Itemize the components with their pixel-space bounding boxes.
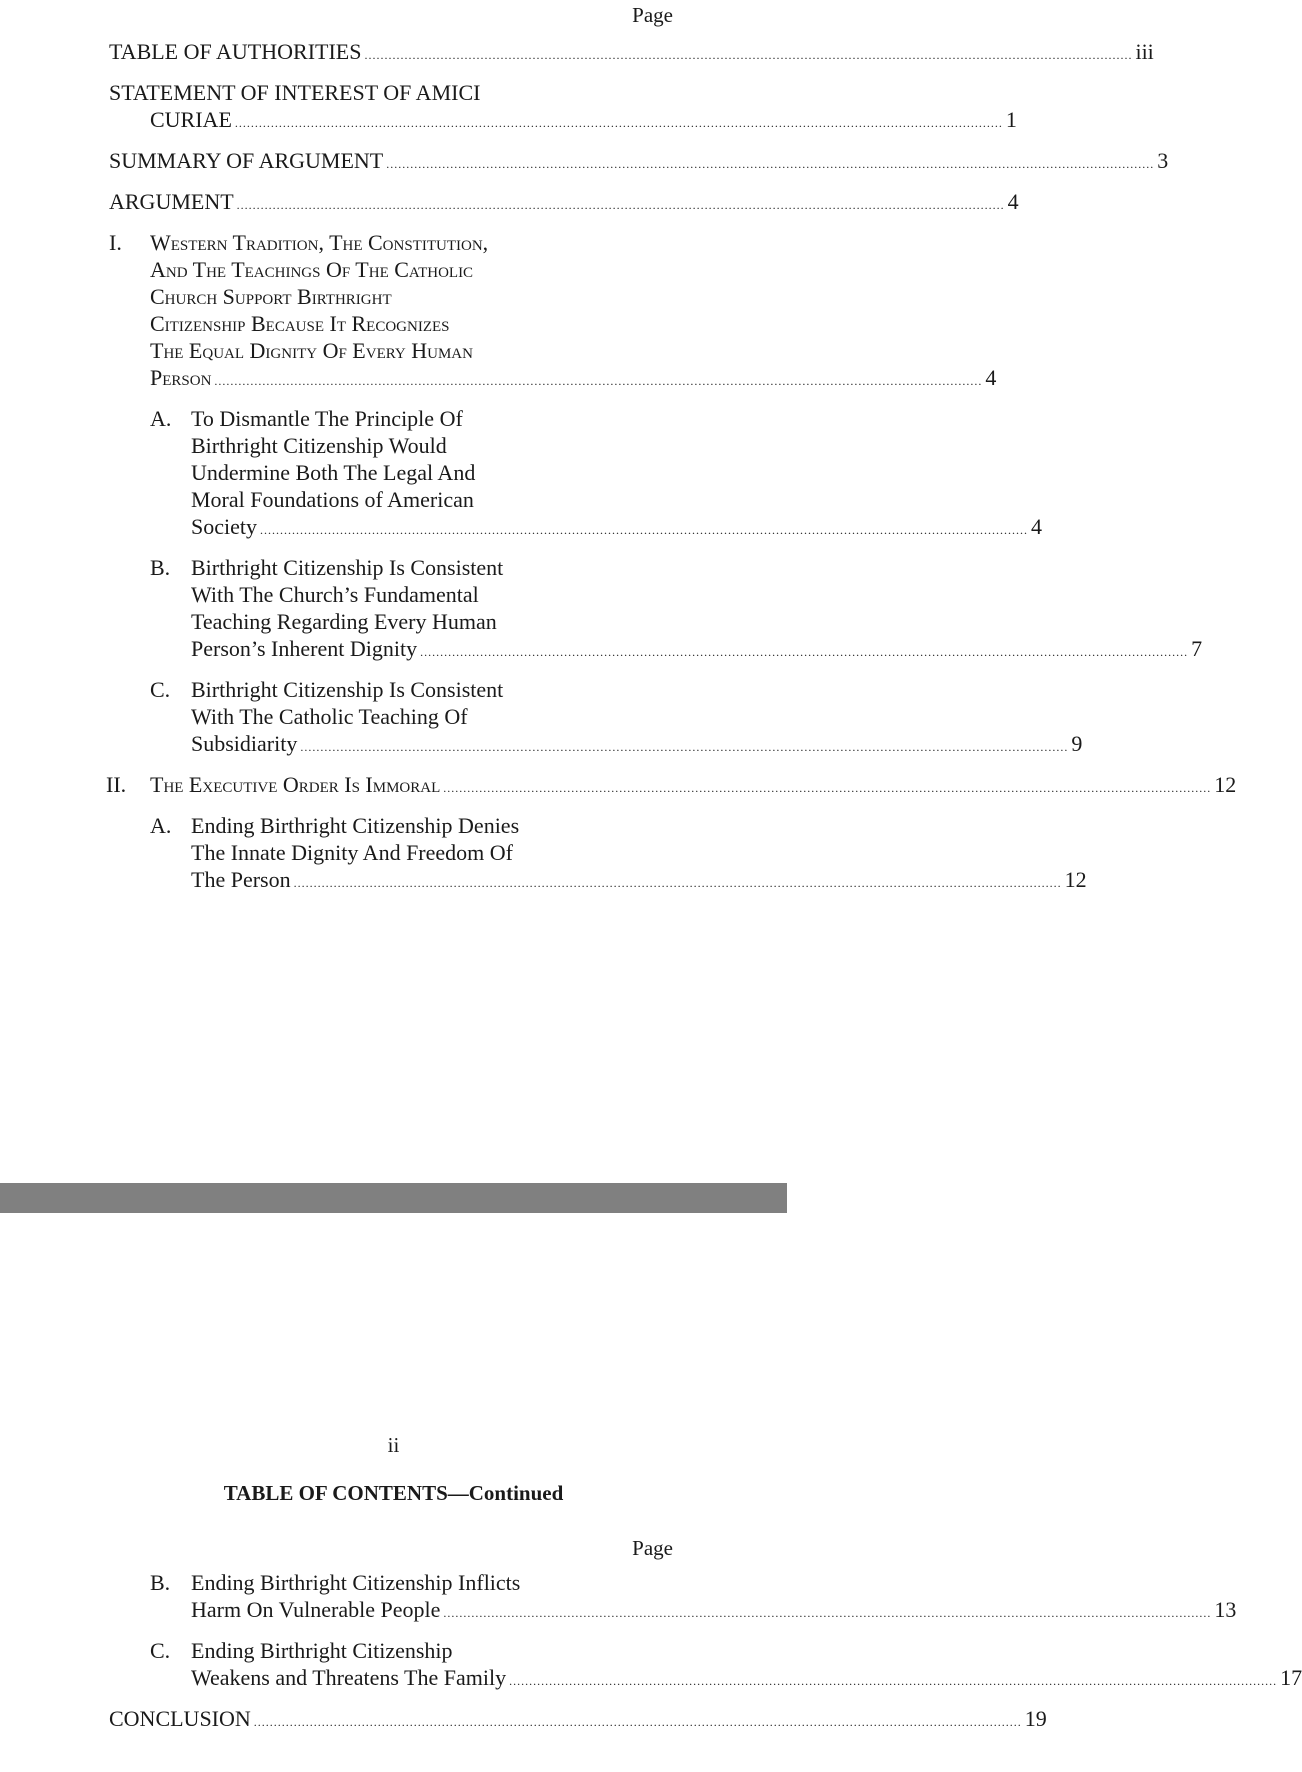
toc-entry-summary-of-argument[interactable] — [109, 147, 1169, 178]
toc-entry-title-cont: Teaching Regarding Every Human — [191, 609, 497, 634]
toc-entry-section-i-c[interactable] — [109, 676, 1083, 761]
toc-entry-numeral: I. — [109, 230, 122, 255]
toc-entry-page: iii — [1135, 39, 1154, 64]
toc-entry-title-cont: Subsidiarity — [191, 731, 298, 756]
toc-entry-title: SUMMARY OF ARGUMENT — [109, 148, 384, 173]
toc-entry-title-cont: Person’s Inherent Dignity — [191, 636, 418, 661]
leader-dots — [214, 368, 982, 395]
toc-entry-title: Western Tradition, The Constitution, — [150, 230, 489, 255]
toc-entry-page: 7 — [1191, 636, 1203, 661]
leader-dots — [509, 1668, 1277, 1695]
toc-entry-title: Ending Birthright Citizenship Denies — [191, 813, 520, 838]
toc-entry-page: 3 — [1157, 148, 1169, 173]
toc-entry-title-cont: Birthright Citizenship Would — [191, 433, 447, 458]
toc-entry-title: Birthright Citizenship Is Consistent — [191, 555, 504, 580]
leader-dots — [237, 192, 1005, 219]
toc-entry-page: 13 — [1214, 1597, 1237, 1622]
toc-entry-title: STATEMENT OF INTEREST OF AMICI — [109, 80, 481, 105]
page-number: ii — [387, 1433, 400, 1457]
toc-entry-title-cont: Society — [191, 514, 257, 539]
toc-entry-page: 4 — [985, 365, 997, 390]
toc-entry-page: 12 — [1214, 772, 1237, 797]
toc-entry-section-i[interactable] — [109, 229, 997, 395]
toc-entry-title-cont: Person — [150, 365, 212, 390]
toc-entry-title: Ending Birthright Citizenship Inflicts — [191, 1570, 521, 1595]
toc-entry-argument[interactable] — [109, 188, 1019, 219]
toc-entry-title: Birthright Citizenship Is Consistent — [191, 677, 504, 702]
toc-entry-letter: B. — [150, 1570, 171, 1595]
toc-entry-title: To Dismantle The Principle Of — [191, 406, 463, 431]
toc-entry-section-i-a[interactable] — [109, 405, 1042, 544]
toc-entry-title-cont: The Person — [191, 867, 291, 892]
toc-entry-title-cont: With The Church’s Fundamental — [191, 582, 479, 607]
toc-continued-heading: TABLE OF CONTENTS—Continued — [223, 1481, 564, 1505]
page-column-label: Page — [632, 3, 673, 27]
toc-entry-numeral: II. — [106, 772, 127, 797]
leader-dots — [443, 1600, 1211, 1627]
toc-entry-page: 4 — [1007, 189, 1019, 214]
toc-entry-section-i-b[interactable] — [109, 554, 1203, 666]
leader-dots — [420, 639, 1188, 666]
leader-dots — [294, 870, 1062, 897]
toc-entry-title-cont: Undermine Both The Legal And — [191, 460, 476, 485]
toc-entry-title: Ending Birthright Citizenship — [191, 1638, 453, 1663]
toc-entry-title-cont: The Innate Dignity And Freedom Of — [191, 840, 513, 865]
toc-entry-page: 19 — [1024, 1706, 1047, 1731]
toc-page-2 — [0, 1213, 1302, 1772]
leader-dots — [260, 517, 1028, 544]
toc-entry-section-ii-a[interactable] — [109, 812, 1087, 897]
toc-entry-letter: C. — [150, 677, 171, 702]
toc-entry-title-cont: The Equal Dignity Of Every Human — [150, 338, 473, 363]
page-separator — [0, 1183, 787, 1213]
toc-entry-letter: A. — [150, 406, 172, 431]
toc-entry-title: ARGUMENT — [109, 189, 234, 214]
toc-entry-section-ii-b[interactable] — [109, 1569, 1237, 1627]
leader-dots — [364, 42, 1132, 69]
toc-column — [106, 2, 1237, 897]
toc-entry-section-ii[interactable] — [106, 771, 1237, 802]
leader-dots — [235, 110, 1003, 137]
toc-entry-conclusion[interactable] — [109, 1705, 1047, 1736]
leader-dots — [300, 734, 1068, 761]
toc-entry-title-cont: Harm On Vulnerable People — [191, 1597, 441, 1622]
leader-dots — [254, 1709, 1022, 1736]
toc-entry-table-of-authorities[interactable] — [109, 38, 1154, 69]
toc-entry-title: CONCLUSION — [109, 1706, 251, 1731]
page-column-label: Page — [632, 1536, 673, 1560]
toc-entry-letter: C. — [150, 1638, 171, 1663]
toc-entry-page: 9 — [1071, 731, 1083, 756]
toc-entry-page: 17 — [1280, 1665, 1302, 1690]
toc-entry-section-ii-c[interactable] — [109, 1637, 1302, 1695]
leader-dots — [386, 151, 1154, 178]
toc-entry-page: 1 — [1005, 107, 1017, 132]
toc-entry-title-cont: CURIAE — [150, 107, 232, 132]
toc-entry-statement-of-interest[interactable] — [109, 79, 1017, 137]
toc-entry-title-cont: Church Support Birthright — [150, 284, 392, 309]
toc-entry-title-cont: And The Teachings Of The Catholic — [150, 257, 474, 282]
toc-entry-page: 4 — [1031, 514, 1042, 539]
toc-entry-title-cont: Weakens and Threatens The Family — [191, 1665, 507, 1690]
toc-entry-title-cont: With The Catholic Teaching Of — [191, 704, 468, 729]
toc-entry-title: The Executive Order Is Immoral — [150, 772, 441, 797]
toc-entry-title-cont: Citizenship Because It Recognizes — [150, 311, 450, 336]
toc-entry-title: TABLE OF AUTHORITIES — [109, 39, 362, 64]
toc-entry-letter: B. — [150, 555, 171, 580]
toc-entry-letter: A. — [150, 813, 172, 838]
toc-entry-title-cont: Moral Foundations of American — [191, 487, 474, 512]
toc-column — [109, 1535, 1302, 1736]
leader-dots — [443, 775, 1211, 802]
toc-entry-page: 12 — [1064, 867, 1087, 892]
